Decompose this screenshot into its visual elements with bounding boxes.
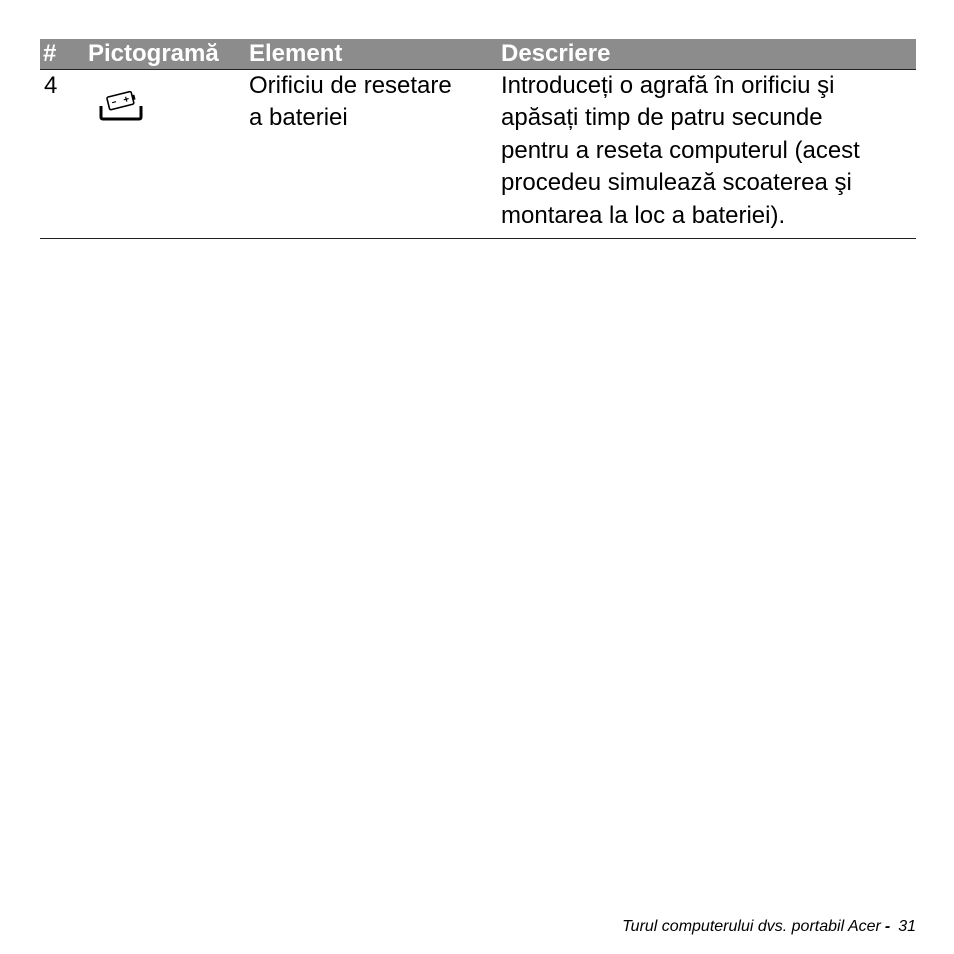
page-number: 31 (898, 918, 916, 935)
row-pictogram-cell (84, 70, 245, 239)
footer-separator: - (884, 918, 891, 935)
description-line-1: Introduceți o agrafă în orificiu şi (501, 72, 835, 99)
table-header (40, 39, 916, 70)
table-row (40, 70, 916, 239)
element-name-line-2: a bateriei (249, 104, 348, 132)
header-description: Descriere (498, 39, 916, 70)
component-table (40, 39, 916, 239)
footer-text: Turul computerului dvs. portabil Acer (622, 918, 881, 935)
description-line-5: montarea la loc a bateriei). (501, 201, 786, 229)
header-number: # (40, 39, 84, 70)
header-element: Element (245, 39, 498, 70)
row-number: 4 (40, 70, 84, 239)
component-table-container (40, 39, 916, 239)
page-footer (622, 918, 916, 936)
battery-reset-icon (98, 88, 245, 122)
description-line-2: apăsați timp de patru secunde (501, 104, 823, 132)
row-description-cell (498, 70, 916, 239)
table-body (40, 70, 916, 239)
element-name-line-1: Orificiu de resetare (249, 72, 452, 99)
row-element-cell (245, 70, 498, 239)
table-header-row (40, 39, 916, 70)
description-line-4: procedeu simulează scoaterea şi (501, 169, 852, 197)
description-line-3: pentru a reseta computerul (acest (501, 136, 860, 164)
header-pictogram: Pictogramă (84, 39, 245, 70)
